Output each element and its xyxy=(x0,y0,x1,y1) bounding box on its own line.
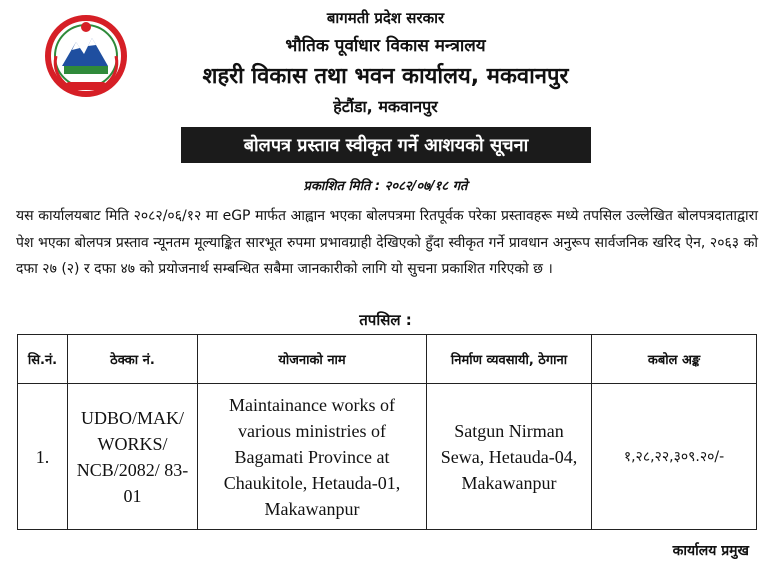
cell-contract-no: UDBO/MAK/ WORKS/ NCB/2082/ 83-01 xyxy=(68,384,198,530)
header-contractor: निर्माण व्यवसायी, ठेगाना xyxy=(427,335,592,384)
header-project-name: योजनाको नाम xyxy=(198,335,427,384)
cell-contractor: Satgun Nirman Sewa, Hetauda-04, Makawanpur xyxy=(427,384,592,530)
notice-body: यस कार्यालयबाट मिति २०८२/०६/१२ मा eGP मार्फत आह्वान भएका बोलपत्रमा रितपूर्वक परेका प्रस्तावहरू मध्ये तपसिल उल्लेखित बोलपत्रदाताद्वारा पेश भएका बोलपत्र प्रस्ताव न्यूनतम मूल्याङ्कित सारभूत रुपमा प्रभावग्राही देखिएको हुँदा स्वीकृत गर्ने प्रावधान अनुरूप सार्वजनिक खरिद ऐन, २०६३ को दफा २७ (२) र दफा ४७ को प्रयोजनार्थ सम्बन्धित सबैमा जानकारीको लागि यो सुचना प्रकाशित गरिएको छ । xyxy=(16,208,758,277)
cell-sn: 1. xyxy=(18,384,68,530)
header-sn: सि.नं. xyxy=(18,335,68,384)
header-amount: कबोल अङ्क xyxy=(592,335,757,384)
cell-project-name: Maintainance works of various ministries of Bagamati Province at Chaukitole, Hetauda-01, Makawanpur xyxy=(198,384,427,530)
published-date: प्रकाशित मिति : २०८२/०७/१८ गते xyxy=(303,179,468,194)
cell-amount: १,२८,२२,३०९.२०/- xyxy=(592,384,757,530)
government-name: बागमती प्रदेश सरकार xyxy=(326,9,445,27)
office-name: शहरी विकास तथा भवन कार्यालय, मकवानपुर xyxy=(202,64,569,89)
table-header-row xyxy=(18,335,757,384)
notice-title: बोलपत्र प्रस्ताव स्वीकृत गर्ने आशयको सूचना xyxy=(181,127,591,163)
office-chief-signoff: कार्यालय प्रमुख xyxy=(672,543,749,559)
ministry-name: भौतिक पूर्वाधार विकास मन्त्रालय xyxy=(285,36,486,56)
contract-table xyxy=(17,334,757,530)
office-address: हेटौंडा, मकवानपुर xyxy=(333,97,438,116)
table-row xyxy=(18,384,757,530)
schedule-label: तपसिल : xyxy=(359,311,412,329)
header-contract-no: ठेक्का नं. xyxy=(68,335,198,384)
